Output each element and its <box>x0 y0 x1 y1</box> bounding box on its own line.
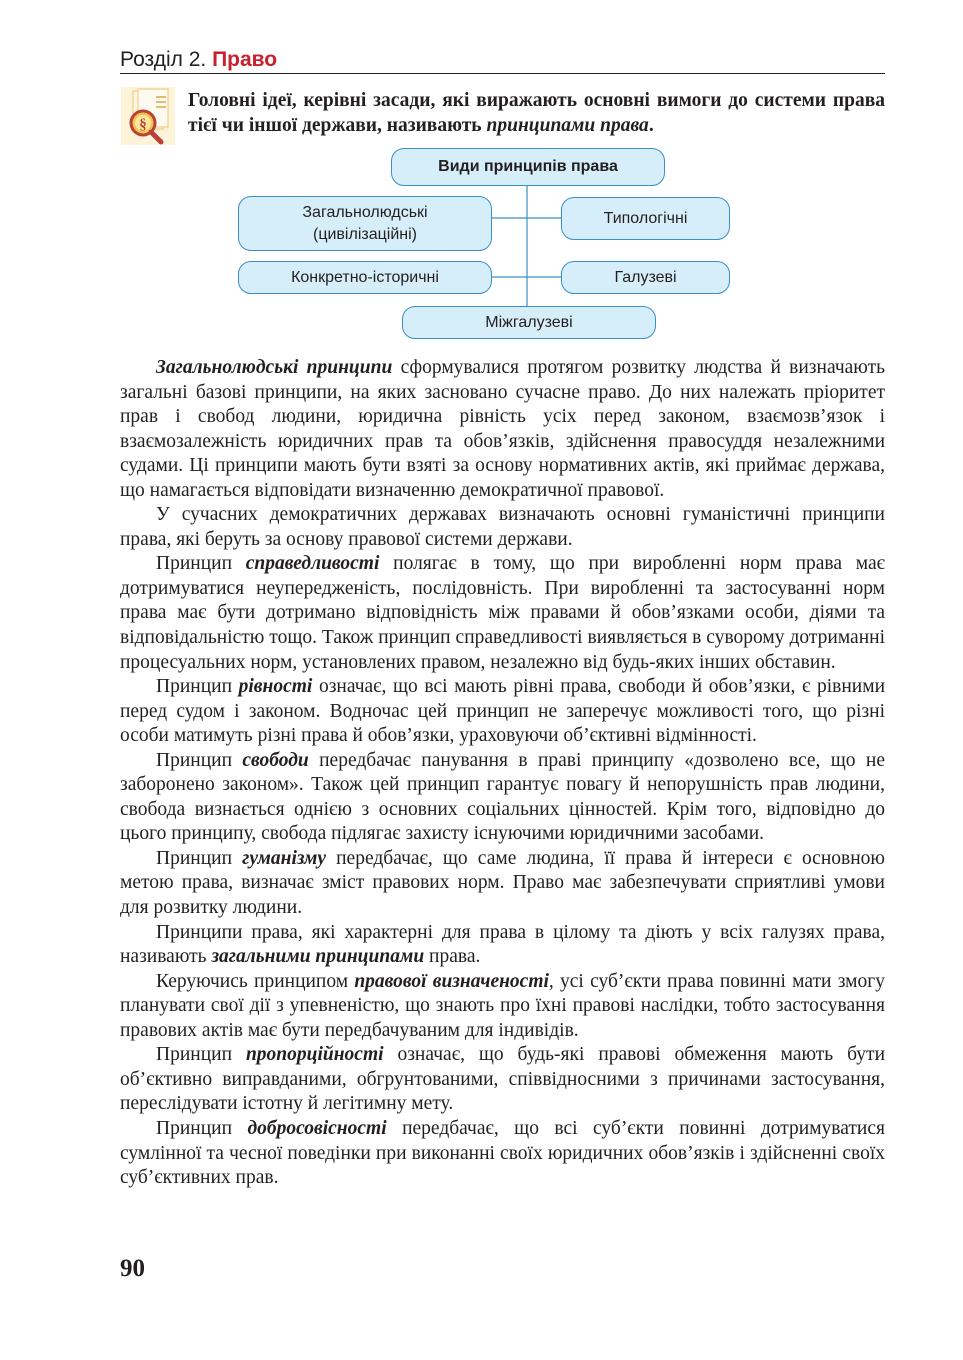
key-term: рівності <box>238 676 313 698</box>
body-paragraph: Принцип свободи передбачає панування в праві принципу «дозволено все, що не заборонено законом». Також цей принцип гарантує повагу й непорушність прав людини, свобода визнається однією з основних соціальних цінностей. Крім того, відповідно до цього принципу, свобода підлягає захисту існуючими юридичними засобами. <box>120 749 885 845</box>
intro-definition: Головні ідеї, керівні засади, які виражають основні вимоги до системи права тієї чи іншої держави, називають принципами права. <box>188 90 885 136</box>
key-term: свободи <box>242 749 309 771</box>
body-paragraph: Принцип справедливості полягає в тому, що при виробленні норм права має дотримуватися неупередженість, послідовність. При виробленні та застосуванні норм права має бути дотримано відповідність між правами й обов’язками особи, діями та відповідальністю тощо. Також принцип справедливості виявляється в суворому дотриманні процесуальних норм, установлених правом, незалежно від будь-яких інших обставин. <box>120 553 885 673</box>
diagram-box-branch: Галузеві <box>561 261 730 294</box>
page-number: 90 <box>120 1255 145 1282</box>
chapter-label: Розділ 2. <box>120 48 207 71</box>
diagram-box-inter-branch: Міжгалузеві <box>402 306 656 339</box>
body-paragraph: Принцип пропорційності означає, що будь-які правові обмеження мають бути об’єктивно виправданими, обгрунтованими, співвідносними з причинами застосування, переслідувати істотну й легітимну мету. <box>120 1044 886 1115</box>
key-term: правової визначеності <box>354 970 549 992</box>
body-paragraph: Принцип гуманізму передбачає, що саме людина, її права й інтереси є основною метою права, визначає зміст правових норм. Право має забезпечувати сприятливі умови для розвитку людини. <box>120 847 885 919</box>
diagram-title-box: Види принципів права <box>391 148 665 186</box>
body-paragraph: Загальнолюдські принципи сформувалися протягом розвитку людства й визначають загальні базові принципи, на яких засновано сучасне право. До них належать пріоритет прав і свобод людини, юридична рівність усіх перед законом, взаємозв’язок і взаємозалежність юридичних прав та обов’язків, здійснення правосуддя незалежними судами. Ці принципи мають бути взяті за основу нормативних актів, які приймає держава, що намагається відповідати визначенню демократичної правової. <box>120 357 886 501</box>
key-term: загальними принципами <box>211 946 425 968</box>
key-term: справедливості <box>245 553 380 575</box>
law-document-magnifier-icon <box>119 85 177 147</box>
intro-term: принципами права <box>486 115 649 136</box>
body-text <box>120 356 885 1191</box>
key-term: гуманізму <box>242 847 326 869</box>
key-term: пропорційності <box>245 1044 384 1066</box>
body-paragraph: Принципи права, які характерні для права в цілому та діють у всіх галузях права, називають загальними принципами права. <box>120 921 885 968</box>
body-paragraph: Принцип добросовісності передбачає, що всі суб’єкти повинні дотримуватися сумлінної та чесної поведінки при виконанні своїх юридичних обов’язків і здійсненні своїх суб’єктивних прав. <box>120 1117 885 1189</box>
body-paragraph: Керуючись принципом правової визначеності, усі суб’єкти права повинні мати змогу планувати свої дії з упевненістю, що знають про їхні правові наслідки, тобто застосування правових актів має бути передбачуваним для індивідів. <box>120 970 885 1041</box>
diagram-box-universal: Загальнолюдські (цивілізаційні) <box>238 196 492 251</box>
body-paragraph: У сучасних демократичних державах визначають основні гуманістичні принципи права, які беруть за основу правової системи держави. <box>120 504 885 550</box>
svg-text:§: § <box>139 117 147 133</box>
key-term: добросовісності <box>247 1117 387 1139</box>
body-paragraph: Принцип рівності означає, що всі мають рівні права, свободи й обов’язки, є рівними перед судом і законом. Водночас цей принцип не заперечує можливості того, що різні особи матимуть різні права й обов’язки, ураховуючи об’єктивні відмінності. <box>120 676 886 747</box>
section-title: Право <box>212 48 278 71</box>
running-header <box>120 47 885 74</box>
diagram-box-concrete-historical: Конкретно-історичні <box>238 261 492 294</box>
diagram-box-typological: Типологічні <box>561 197 730 240</box>
key-term: Загальнолюдські принципи <box>156 357 393 378</box>
